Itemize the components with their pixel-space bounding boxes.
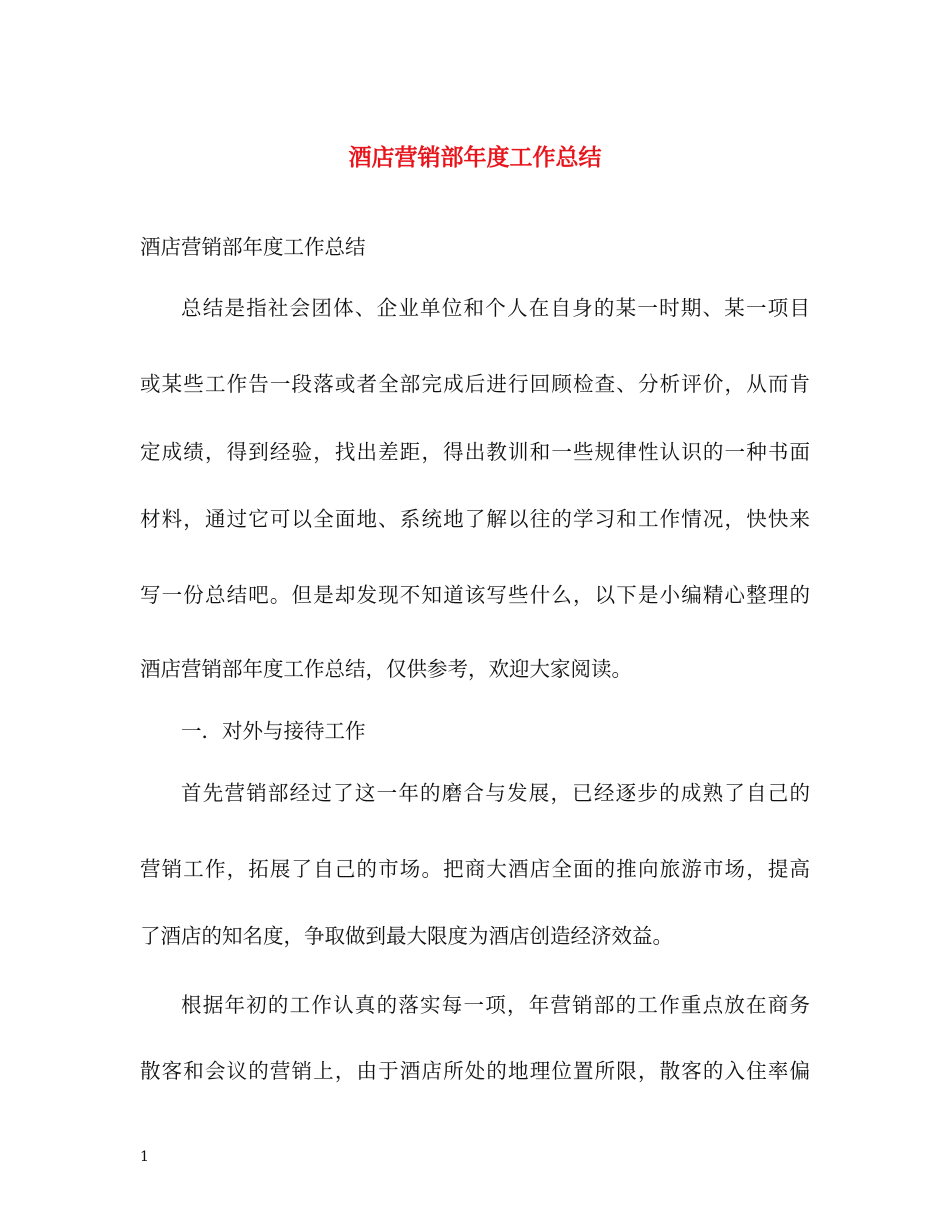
text-line: 总结是指社会团体、企业单位和个人在自身的某一时期、某一项目 [181, 296, 810, 320]
text-line: 了酒店的知名度，争取做到最大限度为酒店创造经济效益。 [140, 924, 673, 948]
page-number: 1 [140, 1149, 149, 1165]
section-heading: 一．对外与接待工作 [181, 719, 366, 743]
text-line: 定成绩，得到经验，找出差距，得出教训和一些规律性认识的一种书面 [140, 440, 810, 464]
text-line: 或某些工作告一段落或者全部完成后进行回顾检查、分析评价，从而肯 [140, 372, 810, 396]
text-line: 散客和会议的营销上，由于酒店所处的地理位置所限，散客的入住率偏 [140, 1059, 810, 1083]
text-line: 写一份总结吧。但是却发现不知道该写些什么，以下是小编精心整理的 [140, 583, 810, 607]
text-line: 材料，通过它可以全面地、系统地了解以往的学习和工作情况，快快来 [140, 507, 810, 531]
text-line: 营销工作，拓展了自己的市场。把商大酒店全面的推向旅游市场，提高 [140, 857, 810, 881]
text-line: 酒店营销部年度工作总结，仅供参考，欢迎大家阅读。 [140, 657, 632, 681]
text-line: 首先营销部经过了这一年的磨合与发展，已经逐步的成熟了自己的 [181, 781, 810, 805]
text-line: 根据年初的工作认真的落实每一项，年营销部的工作重点放在商务 [181, 993, 810, 1017]
document-title: 酒店营销部年度工作总结 [348, 144, 602, 171]
text-line: 酒店营销部年度工作总结 [140, 235, 366, 259]
